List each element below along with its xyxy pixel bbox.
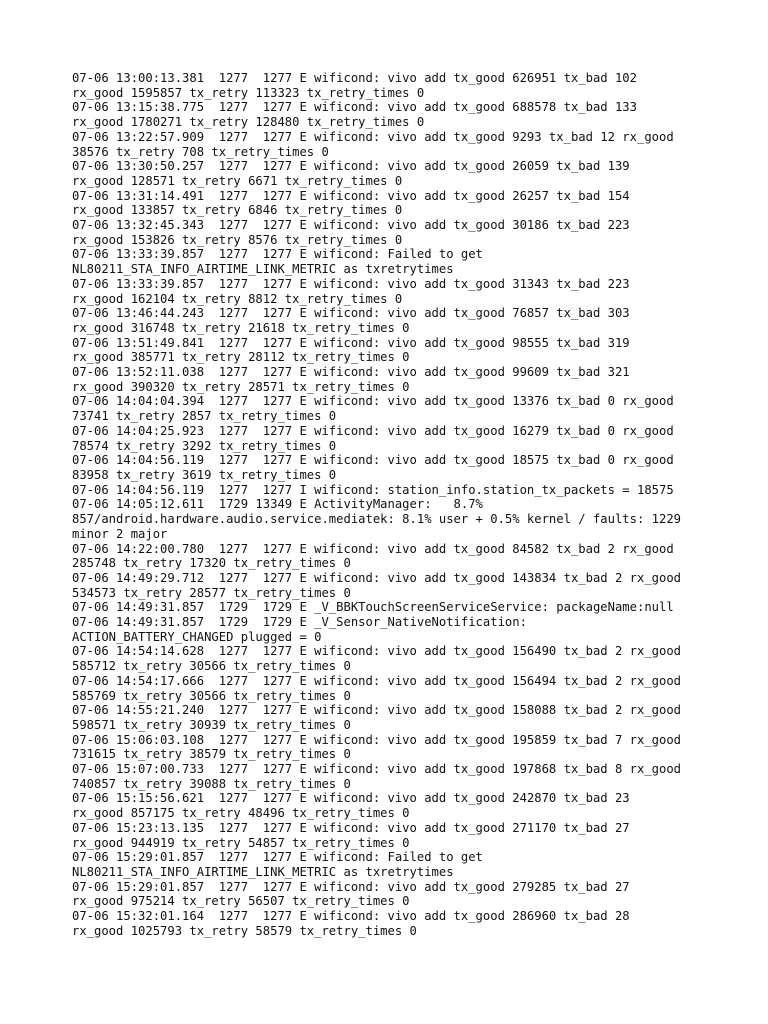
log-line: 07-06 14:49:29.712 1277 1277 E wificond: vivo add tx_good 143834 tx_bad 2 rx_good [72,570,682,585]
log-line: ACTION_BATTERY_CHANGED plugged = 0 [72,629,322,644]
log-line: rx_good 162104 tx_retry 8812 tx_retry_times 0 [72,291,403,306]
log-line: 73741 tx_retry 2857 tx_retry_times 0 [72,409,337,424]
log-line: 07-06 13:15:38.775 1277 1277 E wificond: vivo add tx_good 688578 tx_bad 133 [72,100,637,115]
log-line: 07-06 13:33:39.857 1277 1277 E wificond: vivo add tx_good 31343 tx_bad 223 [72,276,630,291]
log-line: 07-06 13:31:14.491 1277 1277 E wificond: vivo add tx_good 26257 tx_bad 154 [72,188,630,203]
log-line: rx_good 1595857 tx_retry 113323 tx_retry_times 0 [72,85,425,100]
log-line: 07-06 14:05:12.611 1729 13349 E ActivityManager: 8.7% [72,497,483,512]
log-line: rx_good 1025793 tx_retry 58579 tx_retry_times 0 [72,923,417,938]
log-line: 07-06 14:04:25.923 1277 1277 E wificond: vivo add tx_good 16279 tx_bad 0 rx_good [72,423,674,438]
log-line: 585769 tx_retry 30566 tx_retry_times 0 [72,688,351,703]
log-line: 07-06 14:55:21.240 1277 1277 E wificond: vivo add tx_good 158088 tx_bad 2 rx_good [72,703,682,718]
log-line: 07-06 15:15:56.621 1277 1277 E wificond: vivo add tx_good 242870 tx_bad 23 [72,791,630,806]
log-line: 07-06 15:23:13.135 1277 1277 E wificond: vivo add tx_good 271170 tx_bad 27 [72,820,630,835]
log-line: 285748 tx_retry 17320 tx_retry_times 0 [72,556,351,571]
log-line: NL80211_STA_INFO_AIRTIME_LINK_METRIC as txretrytimes [72,262,454,277]
log-line: 07-06 14:04:56.119 1277 1277 I wificond: station_info.station_tx_packets = 18575 [72,482,674,497]
log-line: 534573 tx_retry 28577 tx_retry_times 0 [72,585,351,600]
log-line: 07-06 14:04:04.394 1277 1277 E wificond: vivo add tx_good 13376 tx_bad 0 rx_good [72,394,674,409]
log-line: 07-06 14:49:31.857 1729 1729 E _V_BBKTouchScreenServiceService: packageName:null [72,600,674,615]
log-line: 07-06 15:29:01.857 1277 1277 E wificond: vivo add tx_good 279285 tx_bad 27 [72,879,630,894]
log-line: rx_good 153826 tx_retry 8576 tx_retry_times 0 [72,232,403,247]
log-line: 07-06 14:49:31.857 1729 1729 E _V_Sensor_NativeNotification: [72,615,527,630]
log-line: 731615 tx_retry 38579 tx_retry_times 0 [72,747,351,762]
log-line: 07-06 13:51:49.841 1277 1277 E wificond: vivo add tx_good 98555 tx_bad 319 [72,335,630,350]
log-line: 07-06 14:04:56.119 1277 1277 E wificond: vivo add tx_good 18575 tx_bad 0 rx_good [72,453,674,468]
log-line: 07-06 14:22:00.780 1277 1277 E wificond: vivo add tx_good 84582 tx_bad 2 rx_good [72,541,674,556]
log-document [72,71,702,938]
log-line: rx_good 857175 tx_retry 48496 tx_retry_times 0 [72,806,410,821]
log-line: rx_good 128571 tx_retry 6671 tx_retry_times 0 [72,173,403,188]
log-line: minor 2 major [72,526,168,541]
log-body [72,71,702,938]
log-line: 740857 tx_retry 39088 tx_retry_times 0 [72,776,351,791]
log-line: 07-06 14:54:17.666 1277 1277 E wificond: vivo add tx_good 156494 tx_bad 2 rx_good [72,673,682,688]
log-line: 07-06 15:06:03.108 1277 1277 E wificond: vivo add tx_good 195859 tx_bad 7 rx_good [72,732,682,747]
log-line: 78574 tx_retry 3292 tx_retry_times 0 [72,438,337,453]
log-line: 07-06 13:00:13.381 1277 1277 E wificond: vivo add tx_good 626951 tx_bad 102 [72,71,637,85]
log-line: rx_good 975214 tx_retry 56507 tx_retry_times 0 [72,894,410,909]
log-line: 07-06 13:52:11.038 1277 1277 E wificond: vivo add tx_good 99609 tx_bad 321 [72,365,630,380]
log-line: rx_good 1780271 tx_retry 128480 tx_retry_times 0 [72,115,425,130]
log-line: 07-06 15:32:01.164 1277 1277 E wificond: vivo add tx_good 286960 tx_bad 28 [72,909,630,924]
log-line: 07-06 13:32:45.343 1277 1277 E wificond: vivo add tx_good 30186 tx_bad 223 [72,218,630,233]
log-line: 07-06 13:46:44.243 1277 1277 E wificond: vivo add tx_good 76857 tx_bad 303 [72,306,630,321]
log-line: NL80211_STA_INFO_AIRTIME_LINK_METRIC as txretrytimes [72,864,454,879]
log-line: 857/android.hardware.audio.service.mediatek: 8.1% user + 0.5% kernel / faults: 1229 [72,512,682,527]
log-line: 598571 tx_retry 30939 tx_retry_times 0 [72,717,351,732]
log-line: 585712 tx_retry 30566 tx_retry_times 0 [72,659,351,674]
log-line: 07-06 13:22:57.909 1277 1277 E wificond: vivo add tx_good 9293 tx_bad 12 rx_good [72,129,674,144]
log-line: 07-06 13:30:50.257 1277 1277 E wificond: vivo add tx_good 26059 tx_bad 139 [72,159,630,174]
log-line: rx_good 133857 tx_retry 6846 tx_retry_times 0 [72,203,403,218]
log-line: 07-06 15:07:00.733 1277 1277 E wificond: vivo add tx_good 197868 tx_bad 8 rx_good [72,762,682,777]
log-line: rx_good 316748 tx_retry 21618 tx_retry_times 0 [72,320,410,335]
log-line: rx_good 390320 tx_retry 28571 tx_retry_times 0 [72,379,410,394]
log-line: rx_good 944919 tx_retry 54857 tx_retry_times 0 [72,835,410,850]
log-line: rx_good 385771 tx_retry 28112 tx_retry_times 0 [72,350,410,365]
log-line: 07-06 13:33:39.857 1277 1277 E wificond: Failed to get [72,247,483,262]
log-line: 83958 tx_retry 3619 tx_retry_times 0 [72,467,337,482]
log-line: 38576 tx_retry 708 tx_retry_times 0 [72,144,329,159]
log-line: 07-06 14:54:14.628 1277 1277 E wificond: vivo add tx_good 156490 tx_bad 2 rx_good [72,644,682,659]
log-line: 07-06 15:29:01.857 1277 1277 E wificond: Failed to get [72,850,483,865]
